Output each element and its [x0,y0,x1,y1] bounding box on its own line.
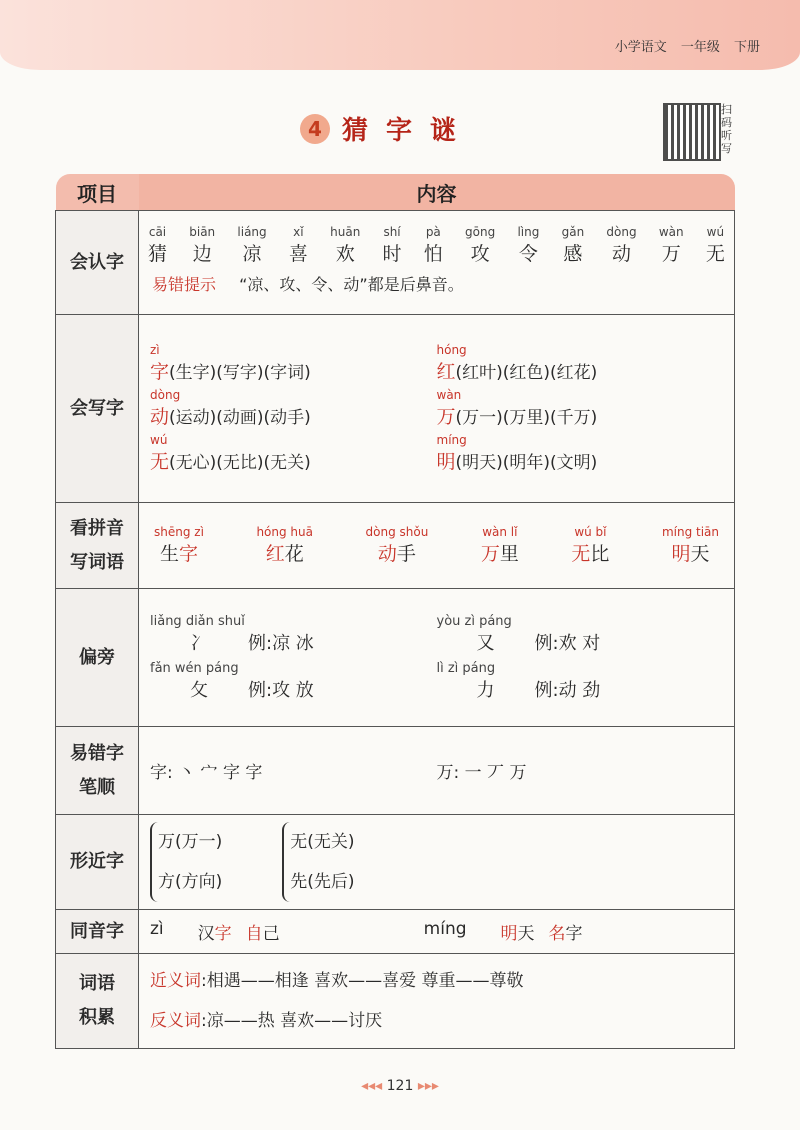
renshi-char [237,225,266,266]
xiezi-line [150,447,437,474]
xiezi-item [437,433,724,474]
ciyu-t1: :相遇——相逢 喜欢——喜爱 尊重——尊敬 [201,971,524,991]
pianpang-line [150,629,437,655]
renshi-pinyin: dòng [606,224,637,239]
xingjin-group [140,816,733,908]
lesson-title [300,110,474,147]
renshi-hanzi: 喜 [288,242,308,265]
pinyin-word [366,525,429,566]
renshi-hanzi: 攻 [470,242,490,265]
label-pinyin-1: 看拼音 [70,517,124,539]
pinyin-chars [160,539,198,566]
radical-example: 例:攻 放 [248,679,314,701]
xingjin-b1: 无(无关) [290,832,355,852]
xiezi-item [150,343,437,384]
pianpang-line [150,676,437,702]
xiezi-words: (运动)(动画)(动手) [169,408,311,428]
xiezi-words: (无心)(无比)(无关) [169,453,311,473]
renshi-char [517,225,539,266]
renshi-pinyin: pà [425,224,441,239]
radical: 力 [476,679,495,701]
xiezi-char: 明 [436,451,456,473]
renshi-pinyin: cāi [148,224,167,239]
xiezi-pinyin: míng [436,433,467,447]
tongyin-row [140,913,733,950]
renshi-pinyin: wàn [658,224,684,239]
renshi-char [330,225,360,266]
renshi-chars [140,225,733,266]
pinyin-char-2: 天 [690,543,710,565]
pianpang-pinyin: fǎn wén páng [150,660,239,676]
renshi-pinyin: biān [189,224,216,239]
tongyin-py1: zì [150,919,164,939]
xiezi-item [437,388,724,429]
radical: 冫 [190,632,208,654]
renshi-pinyin: gōng [465,224,496,239]
renshi-hanzi: 感 [563,242,583,265]
ciyu-l1: 近义词 [150,971,201,991]
header-item: 项目 [56,174,139,211]
pianpang-grid [140,610,733,706]
tongyin-w2b: 天 [517,924,535,944]
xiezi-words: (红叶)(红色)(红花) [455,363,598,383]
xiezi-char: 动 [150,406,170,428]
pinyin-char-2: 比 [590,543,610,565]
label-bishun-1: 易错字 [70,742,124,764]
renshi-pinyin: huān [330,224,361,239]
pinyin-char-2: 花 [284,543,304,565]
renshi-char [289,225,308,266]
radical: 攵 [190,679,208,701]
tongyin-w1a: 汉 [197,924,215,944]
xiezi-pinyin: wàn [436,388,462,402]
renshi-hanzi: 动 [611,242,631,265]
renshi-pinyin: shí [383,224,401,239]
pinyin-cell [139,503,735,589]
pinyin-char-2: 字 [178,543,198,565]
xiezi-line [150,402,437,429]
book-info: 小学语文 一年级 下册 [614,40,760,55]
renshi-hanzi: 无 [705,242,725,265]
pinyin-text: míng tiān [661,525,719,539]
radical-example: 例:欢 对 [534,632,601,654]
ciyu-line-1 [150,961,723,1001]
pinyin-char-1: 生 [159,543,179,565]
xiezi-line [150,357,437,384]
ciyu-cell [139,954,735,1049]
qr-caption: 扫码听写 [721,103,732,155]
pinyin-char-1: 动 [377,543,397,565]
renshi-pinyin: lìng [517,224,540,239]
bishun-b: 万: 一 丆 万 [436,763,527,783]
pinyin-char-1: 万 [480,543,500,565]
bishun-cell [139,727,735,815]
pinyin-words [140,521,733,570]
pinyin-char-2: 手 [396,543,416,565]
xiezi-words: (万一)(万里)(千万) [455,408,598,428]
tongyin-cell [139,910,735,954]
pianpang-item [150,614,437,655]
pinyin-text: dòng shǒu [365,525,429,539]
label-bishun-2: 笔顺 [79,776,115,798]
xiezi-pinyin: dòng [150,388,181,402]
renshi-cell [139,211,735,315]
pianpang-cell [139,589,735,727]
renshi-hanzi: 凉 [242,242,262,265]
label-ciyu [56,954,139,1049]
renshi-hanzi: 猜 [148,242,168,265]
ciyu-t2: :凉——热 喜欢——讨厌 [201,1011,383,1031]
tongyin-w2d: 字 [565,924,583,944]
renshi-char [465,225,495,266]
label-bishun [56,727,139,815]
xiezi-item [150,388,437,429]
label-pinyin [56,503,139,589]
label-pianpang: 偏旁 [56,589,139,727]
xingjin-brace-a [150,822,222,902]
tip-text: “凉、攻、令、动”都是后鼻音。 [239,274,464,294]
header-content: 内容 [139,174,735,211]
renshi-hanzi: 时 [382,242,402,265]
renshi-pinyin: xǐ [293,224,304,239]
left-arrows-icon: ◂◂◂ [361,1078,383,1094]
right-arrows-icon: ▸▸▸ [417,1078,439,1094]
tip-label: 易错提示 [152,274,217,294]
label-ciyu-2: 积累 [79,1007,115,1028]
tip-line [140,266,733,301]
qr-code-icon[interactable] [663,103,721,161]
pinyin-text: wú bǐ [574,525,607,539]
pinyin-char-1: 红 [265,543,285,565]
xiezi-char: 字 [150,361,170,383]
lesson-number: 4 [300,114,330,144]
xiezi-pinyin: wú [150,433,168,447]
header-band [0,0,800,70]
content-table [55,174,735,1049]
tongyin-w2a: 明 [500,924,518,944]
label-xingjin: 形近字 [56,815,139,910]
pinyin-char-1: 无 [571,543,591,565]
pinyin-word [256,525,313,566]
renshi-hanzi: 怕 [423,242,443,265]
renshi-char [706,225,725,266]
xingjin-a2: 方(方向) [158,872,223,892]
pinyin-chars [266,539,304,566]
pinyin-chars [481,539,519,566]
tongyin-w2c: 名 [548,924,566,944]
renshi-pinyin: liáng [237,224,267,239]
radical-example: 例:动 劲 [534,679,601,701]
ciyu-l2: 反义词 [150,1011,201,1031]
tongyin-w1c: 自 [245,924,263,944]
pinyin-chars [671,539,709,566]
xiezi-char: 无 [150,451,170,473]
pinyin-text: wàn lǐ [482,525,518,539]
renshi-hanzi: 令 [518,242,538,265]
page-number: 121 [386,1078,414,1094]
label-renshi: 会认字 [56,211,139,315]
page-footer [0,1078,800,1094]
label-tongyin: 同音字 [56,910,139,954]
bishun-a: 字: 丶 宀 字 字 [150,763,263,783]
tongyin-py2: míng [423,919,467,939]
xiezi-words: (生字)(写字)(字词) [169,363,311,383]
pianpang-item [437,614,724,655]
xiezi-line [437,447,724,474]
label-xiezi: 会写字 [56,315,139,503]
tongyin-w1b: 字 [214,924,232,944]
renshi-char [606,225,636,266]
pinyin-word [481,525,519,566]
xingjin-brace-b [282,822,354,902]
renshi-char [659,225,684,266]
xiezi-grid [140,337,733,480]
bishun-grid [140,754,733,787]
pianpang-item [150,661,437,702]
renshi-hanzi: 万 [661,242,681,265]
xiezi-line [437,402,724,429]
renshi-char [562,225,585,266]
pinyin-chars [571,539,609,566]
pinyin-chars [378,539,416,566]
xiezi-char: 万 [436,406,456,428]
lesson-name: 猜字谜 [342,116,475,146]
renshi-hanzi: 边 [192,242,212,265]
pianpang-pinyin: liǎng diǎn shuǐ [150,613,245,629]
tongyin-w1d: 己 [262,924,280,944]
xiezi-words: (明天)(明年)(文明) [455,453,598,473]
xiezi-line [437,357,724,384]
pinyin-char-1: 明 [671,543,691,565]
renshi-char [383,225,402,266]
pinyin-word [571,525,609,566]
xiezi-cell [139,315,735,503]
xingjin-b2: 先(先后) [290,872,355,892]
label-ciyu-1: 词语 [79,973,115,994]
xiezi-item [437,343,724,384]
xiezi-char: 红 [436,361,456,383]
pianpang-pinyin: lì zì páng [436,660,496,676]
radical-example: 例:凉 冰 [248,632,314,654]
ciyu-line-2 [150,1001,723,1041]
renshi-pinyin: gǎn [561,224,585,239]
xiezi-item [150,433,437,474]
xingjin-cell [139,815,735,910]
radical: 又 [476,632,495,654]
ciyu-lines [140,955,733,1047]
renshi-pinyin: wú [706,224,725,239]
pinyin-text: shēng zì [154,525,204,539]
renshi-char [424,225,443,266]
pinyin-text: hóng huā [256,525,313,539]
xiezi-pinyin: hóng [436,343,467,357]
xingjin-a1: 万(万一) [158,832,223,852]
pinyin-word [662,525,719,566]
pianpang-line [437,629,724,655]
renshi-char [148,225,167,266]
pianpang-item [437,661,724,702]
pianpang-line [437,676,724,702]
xiezi-pinyin: zì [150,343,160,357]
label-pinyin-2: 写词语 [70,551,124,573]
pianpang-pinyin: yòu zì páng [436,613,512,629]
renshi-hanzi: 欢 [335,242,355,265]
pinyin-word [154,525,204,566]
pinyin-char-2: 里 [499,543,519,565]
renshi-char [189,225,215,266]
